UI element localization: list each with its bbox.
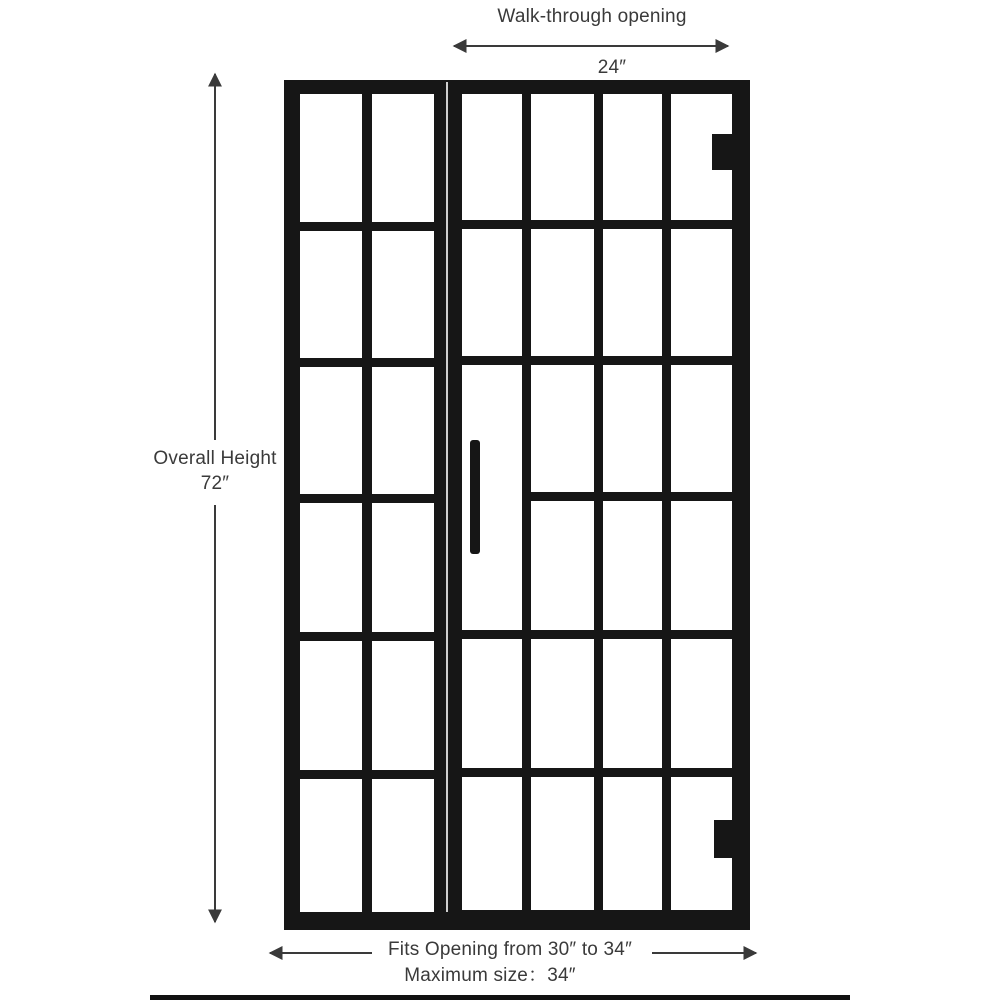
fixed-panel-muntin-v-1 <box>362 94 372 912</box>
panel-seam <box>446 82 448 926</box>
swing-door-muntin-v-3 <box>662 94 671 910</box>
walk-through-width: 24″ <box>597 57 627 78</box>
swing-door-muntin-v-1-top <box>522 94 531 356</box>
swing-door-muntin-v-1-mid <box>522 356 531 630</box>
fits-opening-text: Fits Opening from 30″ to 34″ <box>388 939 632 960</box>
bottom-threshold <box>284 912 750 930</box>
swing-door-muntin-v-2 <box>594 94 603 910</box>
overall-height-title: Overall Height <box>153 448 277 469</box>
swing-door-muntin-v-1-bottom <box>522 630 531 910</box>
bottom-hinge <box>714 820 742 858</box>
maximum-size-text: Maximum size：34″ <box>404 965 576 986</box>
walk-through-title: Walk-through opening <box>497 6 687 27</box>
overall-height-value: 72″ <box>200 473 230 494</box>
handle-bar <box>470 440 480 554</box>
bottom-border <box>150 995 850 1000</box>
swing-door-muntin-h-3 <box>526 492 732 501</box>
top-hinge <box>712 134 740 170</box>
shower-door <box>284 80 750 930</box>
